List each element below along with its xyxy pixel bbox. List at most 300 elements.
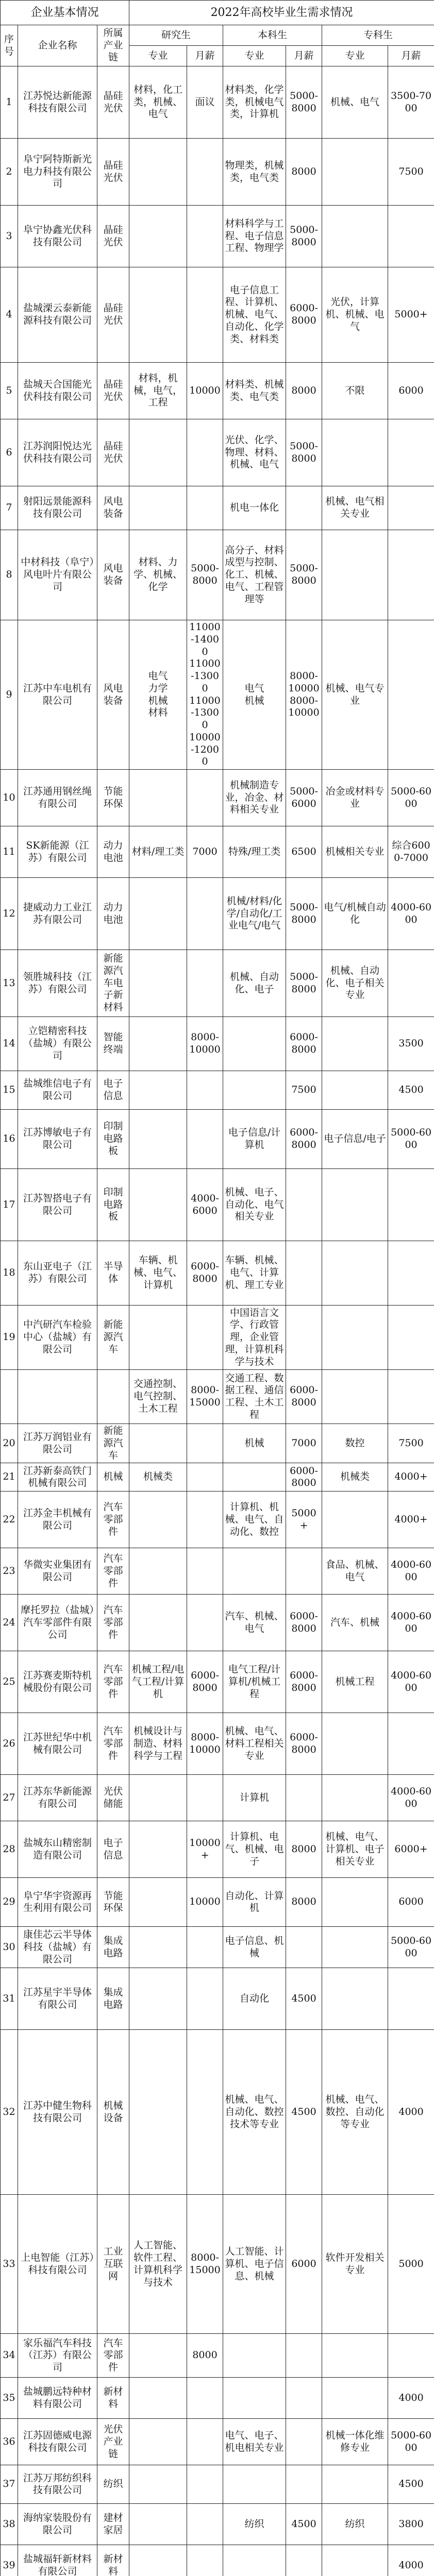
graduate-salary-cell xyxy=(187,878,223,950)
undergraduate-major-cell xyxy=(223,1463,286,1492)
industry-chain-cell: 印制电路板 xyxy=(97,1110,129,1169)
seq-cell: 22 xyxy=(1,1492,18,1548)
junior-salary-cell: 4000-6000 xyxy=(388,1595,434,1651)
table-row xyxy=(1,1878,434,1927)
table-row xyxy=(1,206,434,267)
seq-cell: 15 xyxy=(1,1071,18,1110)
company-name-cell: 盐城溧云泰新能源科技有限公司 xyxy=(18,267,97,363)
seq-cell: 34 xyxy=(1,2334,18,2378)
company-name-cell: 盐城天合国能光伏科技有限公司 xyxy=(18,363,97,419)
junior-salary-cell: 4000-6000 xyxy=(388,878,434,950)
junior-college-header: 专科生 xyxy=(322,25,434,46)
group-demand-header: 2022年高校毕业生需求情况 xyxy=(129,1,434,25)
industry-chain-cell: 电子信息 xyxy=(97,1821,129,1878)
graduate-major-cell xyxy=(129,1548,187,1595)
graduate-major-cell xyxy=(129,1775,187,1821)
undergraduate-major-cell: 特殊/理工类 xyxy=(223,826,286,878)
graduate-salary-cell xyxy=(187,1071,223,1110)
undergraduate-salary-cell: 6000-8000 xyxy=(286,1713,322,1775)
industry-chain-cell: 晶硅光伏 xyxy=(97,267,129,363)
seq-cell: 33 xyxy=(1,2195,18,2334)
undergraduate-salary-cell: 8000 xyxy=(286,1821,322,1878)
junior-salary-cell: 6000 xyxy=(388,363,434,419)
table-row xyxy=(1,878,434,950)
junior-salary-cell xyxy=(388,1968,434,2030)
graduate-major-cell xyxy=(129,1878,187,1927)
junior-major-cell xyxy=(322,1241,388,1306)
industry-chain-cell: 新能源汽车电子新材料 xyxy=(97,950,129,1017)
undergraduate-major-cell: 光伏、化学、物理、材料、机械、电气 xyxy=(223,419,286,486)
junior-salary-cell xyxy=(388,1306,434,1370)
industry-chain-cell: 新材料 xyxy=(97,2545,129,2576)
graduate-salary-cell: 4000-6000 xyxy=(187,1169,223,1241)
undergraduate-salary-cell: 5000-8000 xyxy=(286,878,322,950)
graduate-major-cell: 材料，化工类，机械、电气 xyxy=(129,66,187,139)
industry-chain-cell: 风电装备 xyxy=(97,486,129,530)
undergraduate-major-cell: 自动化、计算机 xyxy=(223,1878,286,1927)
undergraduate-major-cell: 材料类，化学类，机械电气类，计算机 xyxy=(223,66,286,139)
industry-chain-cell: 半导体 xyxy=(97,1241,129,1306)
seq-cell: 7 xyxy=(1,486,18,530)
table-row xyxy=(1,1463,434,1492)
table-row xyxy=(1,1071,434,1110)
junior-major-cell: 不限 xyxy=(322,363,388,419)
industry-chain-cell: 建材家居 xyxy=(97,2504,129,2545)
graduate-salary-cell xyxy=(187,419,223,486)
graduate-salary-cell: 6000-8000 xyxy=(187,1651,223,1713)
industry-chain-cell: 晶硅光伏 xyxy=(97,66,129,139)
industry-chain-cell: 汽车零部件 xyxy=(97,1548,129,1595)
undergraduate-salary-cell xyxy=(286,486,322,530)
junior-salary-cell: 4000+ xyxy=(388,1463,434,1492)
junior-salary-cell xyxy=(388,419,434,486)
seq-cell: 30 xyxy=(1,1927,18,1968)
company-name-cell: 江苏赛麦斯特机械股份有限公司 xyxy=(18,1651,97,1713)
junior-salary-cell: 6000+ xyxy=(388,1821,434,1878)
undergraduate-major-cell: 电气工程/计算机/机械工程 xyxy=(223,1651,286,1713)
graduate-major-cell: 机械类 xyxy=(129,1463,187,1492)
undergraduate-major-cell xyxy=(223,1071,286,1110)
table-row xyxy=(1,1927,434,1968)
seq-cell: 26 xyxy=(1,1713,18,1775)
undergraduate-salary-cell xyxy=(286,1306,322,1370)
graduate-major-cell: 人工智能、软件工程、计算机科学与技术 xyxy=(129,2195,187,2334)
chain-header: 所属产业链 xyxy=(97,25,129,66)
company-name-cell: 江苏智搭电子有限公司 xyxy=(18,1169,97,1241)
junior-salary-cell: 3800 xyxy=(388,2504,434,2545)
junior-salary-header: 月薪 xyxy=(388,46,434,66)
undergraduate-salary-cell: 5000-8000 xyxy=(286,419,322,486)
junior-major-cell: 电子信息/电子 xyxy=(322,1110,388,1169)
undergraduate-major-cell: 机械、自动化、电子 xyxy=(223,950,286,1017)
graduate-major-cell xyxy=(129,1821,187,1878)
junior-salary-cell: 4000-6000 xyxy=(388,1548,434,1595)
seq-cell: 29 xyxy=(1,1878,18,1927)
industry-chain-cell: 动力电池 xyxy=(97,826,129,878)
undergraduate-major-cell: 车辆、机械、电气、计算机、理工专业 xyxy=(223,1241,286,1306)
company-name-cell: 江苏东华新能源有限公司 xyxy=(18,1775,97,1821)
undergraduate-major-cell: 电子信息工程、计算机、机械、电气、自动化、化学类、材料类 xyxy=(223,267,286,363)
table-row xyxy=(1,1775,434,1821)
company-name-cell: 江苏星宇半导体有限公司 xyxy=(18,1968,97,2030)
junior-major-cell xyxy=(322,1370,388,1424)
table-row xyxy=(1,2378,434,2419)
industry-chain-cell: 动力电池 xyxy=(97,878,129,950)
table-row xyxy=(1,2504,434,2545)
seq-cell: 37 xyxy=(1,2465,18,2504)
company-name-cell: 立铠精密科技（盐城）有限公司 xyxy=(18,1017,97,1071)
seq-cell: 2 xyxy=(1,139,18,206)
company-name-cell: 江苏金丰机械有限公司 xyxy=(18,1492,97,1548)
table-row xyxy=(1,1492,434,1548)
seq-cell: 14 xyxy=(1,1017,18,1071)
junior-salary-cell xyxy=(388,1370,434,1424)
undergraduate-salary-cell xyxy=(286,1927,322,1968)
graduate-salary-cell xyxy=(187,1968,223,2030)
company-name-cell: 阜宁协鑫光伏科技有限公司 xyxy=(18,206,97,267)
seq-cell: 28 xyxy=(1,1821,18,1878)
table-row xyxy=(1,1169,434,1241)
graduate-major-cell xyxy=(129,878,187,950)
seq-cell: 24 xyxy=(1,1595,18,1651)
undergraduate-major-cell: 人工智能、计算机、电子信息、机械 xyxy=(223,2195,286,2334)
junior-salary-cell: 3500 xyxy=(388,1017,434,1071)
table-row xyxy=(1,1713,434,1775)
seq-cell: 32 xyxy=(1,2030,18,2195)
graduate-salary-cell xyxy=(187,2465,223,2504)
junior-major-cell: 机械、电气专业 xyxy=(322,620,388,770)
junior-major-cell: 机械工程 xyxy=(322,1651,388,1713)
industry-chain-cell: 节能环保 xyxy=(97,1878,129,1927)
table-row xyxy=(1,1110,434,1169)
graduate-major-header: 专业 xyxy=(129,46,187,66)
table-row xyxy=(1,2419,434,2465)
undergraduate-salary-cell: 4500 xyxy=(286,2504,322,2545)
seq-cell: 20 xyxy=(1,1424,18,1463)
undergraduate-major-cell: 机械、电子、自动化、电气相关专业 xyxy=(223,1169,286,1241)
graduate-major-cell: 材料、力学、机械、化学 xyxy=(129,530,187,620)
graduate-salary-cell xyxy=(187,2378,223,2419)
graduate-salary-cell xyxy=(187,206,223,267)
industry-chain-cell: 节能环保 xyxy=(97,770,129,826)
table-row xyxy=(1,419,434,486)
undergraduate-major-cell: 自动化 xyxy=(223,1968,286,2030)
junior-major-cell: 光伏，计算机、机械、电气 xyxy=(322,267,388,363)
company-name-cell: 江苏固德威电源科技有限公司 xyxy=(18,2419,97,2465)
undergraduate-salary-cell: 6000 xyxy=(286,2195,322,2334)
company-name-cell: 华微实业集团有限公司 xyxy=(18,1548,97,1595)
junior-salary-cell: 5000-6000 xyxy=(388,1110,434,1169)
table-row xyxy=(1,530,434,620)
seq-cell: 10 xyxy=(1,770,18,826)
undergraduate-major-header: 专业 xyxy=(223,46,286,66)
undergraduate-major-cell xyxy=(223,2465,286,2504)
seq-cell: 11 xyxy=(1,826,18,878)
company-name-cell: 江苏博敏电子有限公司 xyxy=(18,1110,97,1169)
undergraduate-major-cell: 电子信息、机械 xyxy=(223,1927,286,1968)
industry-chain-cell: 智能终端 xyxy=(97,1017,129,1071)
seq-cell: 21 xyxy=(1,1463,18,1492)
industry-chain-cell xyxy=(97,1370,129,1424)
graduate-salary-cell xyxy=(187,1927,223,1968)
graduate-salary-cell: 8000-15000 xyxy=(187,2195,223,2334)
undergraduate-salary-cell xyxy=(286,1169,322,1241)
table-row xyxy=(1,770,434,826)
undergraduate-salary-cell: 8000-10000 8000-10000 xyxy=(286,620,322,770)
junior-major-cell: 机械、电气、数控、自动化等专业 xyxy=(322,2030,388,2195)
junior-major-cell xyxy=(322,1775,388,1821)
graduate-major-cell xyxy=(129,2030,187,2195)
junior-major-cell xyxy=(322,1713,388,1775)
junior-major-cell: 软件开发相关专业 xyxy=(322,2195,388,2334)
company-name-cell: 领胜城科技（江苏）有限公司 xyxy=(18,950,97,1017)
graduate-major-cell xyxy=(129,2465,187,2504)
graduate-salary-cell: 10000 xyxy=(187,363,223,419)
undergraduate-major-cell xyxy=(223,2334,286,2378)
company-name-cell: 江苏世纪华中机械有限公司 xyxy=(18,1713,97,1775)
table-row xyxy=(1,267,434,363)
junior-salary-cell xyxy=(388,486,434,530)
undergraduate-salary-cell: 6000-8000 xyxy=(286,1463,322,1492)
junior-salary-cell: 3500-7000 xyxy=(388,66,434,139)
seq-cell: 38 xyxy=(1,2504,18,2545)
junior-major-cell xyxy=(322,2545,388,2576)
company-name-cell: 盐城维信电子有限公司 xyxy=(18,1071,97,1110)
graduate-major-cell xyxy=(129,1492,187,1548)
junior-major-cell: 纺织 xyxy=(322,2504,388,2545)
undergraduate-salary-cell: 5000-8000 xyxy=(286,530,322,620)
company-name-cell: 上电智能（江苏）科技有限公司 xyxy=(18,2195,97,2334)
graduate-salary-cell: 8000 xyxy=(187,2334,223,2378)
undergraduate-major-cell: 材料类、机械类、电气类 xyxy=(223,363,286,419)
undergraduate-major-cell: 电子信息/计算机 xyxy=(223,1110,286,1169)
industry-chain-cell: 电子信息 xyxy=(97,1071,129,1110)
junior-salary-cell: 5000-6000 xyxy=(388,1927,434,1968)
undergraduate-major-cell: 材料科学与工程、电子信息工程、物理学 xyxy=(223,206,286,267)
seq-cell: 12 xyxy=(1,878,18,950)
table-row xyxy=(1,1968,434,2030)
junior-salary-cell: 6000 xyxy=(388,1878,434,1927)
table-row xyxy=(1,1424,434,1463)
seq-cell: 16 xyxy=(1,1110,18,1169)
junior-major-cell: 机械、电气、计算机、电子相关专业 xyxy=(322,1821,388,1878)
table-row xyxy=(1,1241,434,1306)
junior-salary-cell xyxy=(388,2334,434,2378)
table-row xyxy=(1,620,434,770)
table-row xyxy=(1,139,434,206)
company-name-cell: 盐城鹏远特种材料有限公司 xyxy=(18,2378,97,2419)
company-name-cell: 康佳芯云半导体科技（盐城）有限公司 xyxy=(18,1927,97,1968)
industry-chain-cell: 光伏产业链 xyxy=(97,2419,129,2465)
table-row xyxy=(1,2195,434,2334)
graduate-salary-cell xyxy=(187,1110,223,1169)
company-name-cell: 江苏通用钢丝绳有限公司 xyxy=(18,770,97,826)
graduate-major-cell xyxy=(129,950,187,1017)
graduate-major-cell xyxy=(129,1595,187,1651)
graduate-major-cell xyxy=(129,1927,187,1968)
undergraduate-salary-cell: 8000 xyxy=(286,1878,322,1927)
seq-cell: 19 xyxy=(1,1306,18,1370)
graduate-salary-cell: 5000-8000 xyxy=(187,530,223,620)
graduate-salary-cell xyxy=(187,2504,223,2545)
seq-cell: 27 xyxy=(1,1775,18,1821)
seq-cell: 39 xyxy=(1,2545,18,2576)
undergraduate-salary-cell: 7000 xyxy=(286,1424,322,1463)
graduate-major-cell xyxy=(129,1424,187,1463)
graduate-major-cell: 材料/理工类 xyxy=(129,826,187,878)
junior-salary-cell xyxy=(388,620,434,770)
graduate-salary-cell: 10000+ xyxy=(187,1821,223,1878)
group-company-header: 企业基本情况 xyxy=(1,1,129,25)
junior-major-cell xyxy=(322,1878,388,1927)
graduate-salary-cell xyxy=(187,1595,223,1651)
demand-rows xyxy=(1,66,434,2576)
undergraduate-salary-cell: 6000-8000 xyxy=(286,267,322,363)
junior-salary-cell xyxy=(388,1169,434,1241)
industry-chain-cell: 晶硅光伏 xyxy=(97,419,129,486)
industry-chain-cell: 晶硅光伏 xyxy=(97,206,129,267)
table-row xyxy=(1,486,434,530)
graduate-salary-cell xyxy=(187,1306,223,1370)
graduate-major-cell xyxy=(129,1306,187,1370)
graduate-major-cell: 交通控制、电气控制、土木工程 xyxy=(129,1370,187,1424)
company-header: 企业名称 xyxy=(18,25,97,66)
seq-cell: 31 xyxy=(1,1968,18,2030)
seq-cell: 8 xyxy=(1,530,18,620)
undergraduate-major-cell xyxy=(223,1017,286,1071)
graduate-salary-cell xyxy=(187,950,223,1017)
junior-major-cell xyxy=(322,1492,388,1548)
seq-cell: 1 xyxy=(1,66,18,139)
junior-salary-cell: 4000+ xyxy=(388,1492,434,1548)
undergraduate-major-cell: 中国语言文学、行政管理，企业管理，计算机科学与技术 xyxy=(223,1306,286,1370)
junior-salary-cell: 4000 xyxy=(388,2545,434,2576)
junior-major-cell xyxy=(322,2465,388,2504)
graduate-salary-cell xyxy=(187,139,223,206)
graduate-major-cell: 机械工程/电气工程/计算机 xyxy=(129,1651,187,1713)
graduate-salary-cell xyxy=(187,2419,223,2465)
seq-cell: 35 xyxy=(1,2378,18,2419)
graduate-major-cell xyxy=(129,2504,187,2545)
graduate-salary-cell xyxy=(187,1424,223,1463)
junior-salary-cell xyxy=(388,1241,434,1306)
undergraduate-major-cell: 机械、电气、材料工程相关专业 xyxy=(223,1713,286,1775)
industry-chain-cell: 风电装备 xyxy=(97,620,129,770)
undergraduate-major-cell: 计算机、机械、电气、自动化、数控 xyxy=(223,1492,286,1548)
graduate-major-cell xyxy=(129,1169,187,1241)
seq-cell: 36 xyxy=(1,2419,18,2465)
company-name-cell: 盐城东山精密制造有限公司 xyxy=(18,1821,97,1878)
seq-cell: 17 xyxy=(1,1169,18,1241)
undergraduate-salary-cell: 6000-8000 xyxy=(286,1595,322,1651)
junior-salary-cell: 4000 xyxy=(388,2378,434,2419)
graduate-salary-cell: 8000-10000 xyxy=(187,1017,223,1071)
table-row xyxy=(1,2030,434,2195)
junior-salary-cell xyxy=(388,1713,434,1775)
graduate-major-cell xyxy=(129,770,187,826)
graduate-major-cell xyxy=(129,1071,187,1110)
undergraduate-major-cell xyxy=(223,1548,286,1595)
undergraduate-major-cell xyxy=(223,2378,286,2419)
graduate-salary-cell: 7000 xyxy=(187,826,223,878)
company-name-cell xyxy=(18,1370,97,1424)
graduate-salary-cell xyxy=(187,1463,223,1492)
junior-major-cell xyxy=(322,139,388,206)
industry-chain-cell: 光伏储能 xyxy=(97,1775,129,1821)
graduate-salary-cell: 8000-10000 xyxy=(187,1713,223,1775)
undergraduate-salary-cell: 5000-8000 xyxy=(286,206,322,267)
junior-major-cell: 冶金或材料专业 xyxy=(322,770,388,826)
company-name-cell: 捷威动力工业江苏有限公司 xyxy=(18,878,97,950)
company-name-cell: 江苏新泰高铁门机械有限公司 xyxy=(18,1463,97,1492)
company-name-cell: 江苏中车电机有限公司 xyxy=(18,620,97,770)
undergraduate-major-cell: 交通工程、数据工程、通信工程、土木工程 xyxy=(223,1370,286,1424)
company-name-cell: 家乐福汽车科技（江苏）有限公司 xyxy=(18,2334,97,2378)
junior-salary-cell: 4000-6000 xyxy=(388,1651,434,1713)
graduate-salary-cell xyxy=(187,1548,223,1595)
junior-salary-cell: 7500 xyxy=(388,139,434,206)
undergraduate-salary-cell: 7500 xyxy=(286,1071,322,1110)
industry-chain-cell: 晶硅光伏 xyxy=(97,139,129,206)
company-name-cell: 江苏中健生物科技有限公司 xyxy=(18,2030,97,2195)
graduate-major-cell xyxy=(129,486,187,530)
industry-chain-cell: 机械 xyxy=(97,1463,129,1492)
junior-major-cell: 机械类 xyxy=(322,1463,388,1492)
table-row xyxy=(1,1595,434,1651)
table-row xyxy=(1,2545,434,2576)
seq-cell: 5 xyxy=(1,363,18,419)
graduate-major-cell xyxy=(129,267,187,363)
undergraduate-major-cell: 汽车、机械、电气 xyxy=(223,1595,286,1651)
undergraduate-salary-cell: 8000 xyxy=(286,139,322,206)
junior-major-cell: 机械相关专业 xyxy=(322,826,388,878)
undergraduate-salary-cell: 6000-8000 xyxy=(286,1110,322,1169)
undergraduate-salary-cell: 5000-6000 xyxy=(286,770,322,826)
graduate-major-cell: 电气 力学 机械 材料 xyxy=(129,620,187,770)
undergraduate-salary-cell: 6000-8000 xyxy=(286,1017,322,1071)
company-name-cell: 江苏万邦纺织科技有限公司 xyxy=(18,2465,97,2504)
table-row xyxy=(1,950,434,1017)
junior-salary-cell: 综合6000-7000 xyxy=(388,826,434,878)
company-name-cell: 摩托罗拉（盐城）汽车零部件有限公司 xyxy=(18,1595,97,1651)
undergraduate-major-cell: 高分子、材料成型与控制、化工、机械、电气、工程管理等 xyxy=(223,530,286,620)
seq-cell: 13 xyxy=(1,950,18,1017)
graduate-major-cell xyxy=(129,206,187,267)
industry-chain-cell: 汽车零部件 xyxy=(97,2334,129,2378)
seq-cell: 4 xyxy=(1,267,18,363)
undergraduate-major-cell xyxy=(223,2545,286,2576)
junior-salary-cell: 4000 xyxy=(388,2030,434,2195)
company-name-cell: SK新能源（江苏）有限公司 xyxy=(18,826,97,878)
junior-salary-cell xyxy=(388,950,434,1017)
table-row xyxy=(1,1370,434,1424)
industry-chain-cell: 机械设备 xyxy=(97,2030,129,2195)
graduate-salary-cell xyxy=(187,2545,223,2576)
undergraduate-major-cell: 纺织 xyxy=(223,2504,286,2545)
company-name-cell: 江苏润阳悦达光伏科技有限公司 xyxy=(18,419,97,486)
seq-cell: 3 xyxy=(1,206,18,267)
table-row xyxy=(1,826,434,878)
company-name-cell: 盐城福轩新材料有限公司 xyxy=(18,2545,97,2576)
undergraduate-major-cell: 电气、电子、机电相关专业 xyxy=(223,2419,286,2465)
seq-cell: 9 xyxy=(1,620,18,770)
junior-major-cell xyxy=(322,206,388,267)
company-name-cell: 中汽研汽车检验中心（盐城）有限公司 xyxy=(18,1306,97,1370)
junior-salary-cell: 4500 xyxy=(388,2465,434,2504)
company-name-cell: 江苏万润铝业有限公司 xyxy=(18,1424,97,1463)
junior-major-header: 专业 xyxy=(322,46,388,66)
graduate-major-cell xyxy=(129,419,187,486)
